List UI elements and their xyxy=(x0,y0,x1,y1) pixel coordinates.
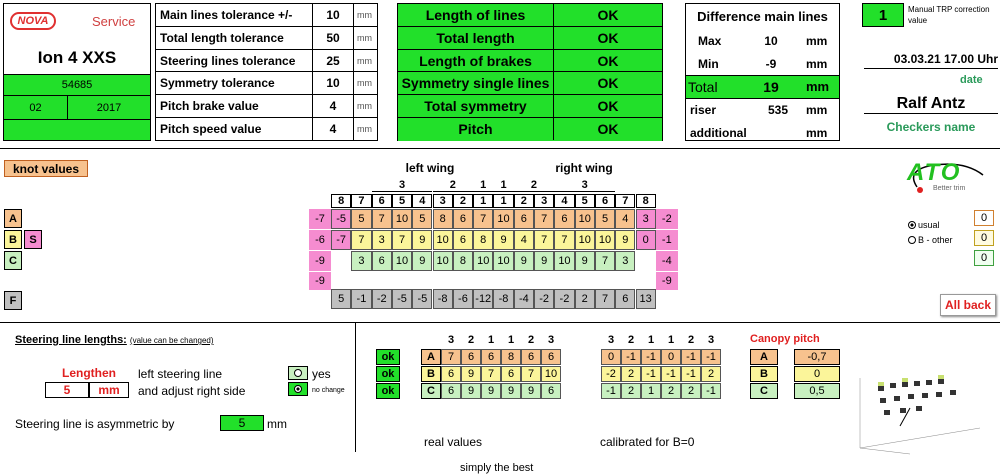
diff-min-unit: mm xyxy=(806,57,828,71)
status-value: OK xyxy=(597,75,619,92)
status-row xyxy=(398,118,662,141)
build-month: 02 xyxy=(4,96,68,120)
tolerance-label: Steering lines tolerance xyxy=(160,53,296,68)
calib-value-cell: -1 xyxy=(641,349,661,365)
canopy-value-cell: -0,7 xyxy=(794,349,840,365)
knot-value-cell: 9 xyxy=(575,251,595,271)
real-value-cell: 7 xyxy=(441,349,461,365)
tolerance-unit: mm xyxy=(357,32,372,43)
model-name: Ion 4 XXS xyxy=(37,48,117,67)
calib-value-cell: 2 xyxy=(621,366,641,382)
real-col-header: 2 xyxy=(527,334,535,346)
knot-values-label: knot values xyxy=(4,160,88,177)
knot-column-header: 1 xyxy=(493,194,513,208)
knot-value-cell: -5 xyxy=(331,209,351,229)
real-ok-cell: ok xyxy=(376,349,400,365)
knot-value-cell: 10 xyxy=(575,230,595,250)
brand-footer-cell xyxy=(4,120,150,140)
knot-value-cell: 9 xyxy=(493,230,513,250)
canopy-plot-icon xyxy=(850,368,990,456)
diff-total-label: Total xyxy=(688,79,718,95)
tolerance-row xyxy=(156,50,377,73)
knot-value-cell: 7 xyxy=(534,209,554,229)
real-col-header: 3 xyxy=(547,334,555,346)
knot-f-cell: 13 xyxy=(636,289,656,309)
diff-min-value: -9 xyxy=(765,57,777,71)
tolerance-row xyxy=(156,4,377,27)
calib-value-cell: -1 xyxy=(701,349,721,365)
option-nochange-radio[interactable] xyxy=(288,382,308,396)
knot-group-header: 2 xyxy=(514,178,555,192)
calib-value-cell: -1 xyxy=(601,383,621,399)
status-row xyxy=(398,4,662,27)
knot-column-header: 1 xyxy=(473,194,493,208)
real-value-cell: 6 xyxy=(541,349,561,365)
knot-column-header: 3 xyxy=(433,194,453,208)
knot-value-cell: 10 xyxy=(595,230,615,250)
knot-value-cell: 7 xyxy=(392,230,412,250)
knot-row-label: C xyxy=(4,251,22,270)
knot-f-cell: -5 xyxy=(412,289,432,309)
real-value-cell: 8 xyxy=(501,349,521,365)
calib-value-cell: -1 xyxy=(621,349,641,365)
knot-f-cell: -2 xyxy=(554,289,574,309)
knot-outer-left: -9 xyxy=(309,251,331,271)
knot-f-cell: -2 xyxy=(372,289,392,309)
tolerance-unit: mm xyxy=(357,55,372,66)
ato-option-b-other-label: B - other xyxy=(918,235,953,245)
real-col-header: 2 xyxy=(467,334,475,346)
knot-f-cell: -12 xyxy=(473,289,493,309)
steering-text-2: and adjust right side xyxy=(138,384,246,398)
ato-option-usual[interactable] xyxy=(908,220,940,230)
tolerance-unit: mm xyxy=(357,78,372,89)
knot-column-header: 4 xyxy=(412,194,432,208)
knot-value-cell: 9 xyxy=(412,251,432,271)
canopy-row-label: C xyxy=(750,383,778,399)
knot-value-cell: 6 xyxy=(453,209,473,229)
calib-col-header: 1 xyxy=(647,334,655,346)
ato-logo xyxy=(895,157,995,207)
steering-action: Lengthen xyxy=(62,366,116,380)
calib-col-header: 1 xyxy=(667,334,675,346)
knot-f-label: F xyxy=(4,291,22,310)
knot-value-cell: 10 xyxy=(554,251,574,271)
real-value-cell: 9 xyxy=(521,383,541,399)
real-value-cell: 6 xyxy=(521,349,541,365)
steering-note: (value can be changed) xyxy=(129,336,214,345)
real-value-cell: 7 xyxy=(521,366,541,382)
real-value-cell: 6 xyxy=(441,366,461,382)
calib-value-cell: 2 xyxy=(701,366,721,382)
checker-name[interactable]: Ralf Antz xyxy=(864,95,998,114)
status-label: Total length xyxy=(398,27,554,49)
canopy-value-cell: 0 xyxy=(794,366,840,382)
calib-col-header: 2 xyxy=(627,334,635,346)
steering-value[interactable]: 5 xyxy=(45,382,89,398)
knot-f-cell: 2 xyxy=(575,289,595,309)
section-divider-mid xyxy=(0,322,1000,323)
knot-column-header: 7 xyxy=(351,194,371,208)
option-nochange-label: no change xyxy=(312,387,345,394)
tolerance-value[interactable]: 10 xyxy=(312,72,354,94)
diff-total-unit: mm xyxy=(806,79,830,94)
knot-value-cell: 10 xyxy=(392,209,412,229)
status-value: OK xyxy=(597,52,619,69)
knot-outer-left: -6 xyxy=(309,230,331,250)
knot-column-header: 3 xyxy=(534,194,554,208)
calib-value-cell: 2 xyxy=(681,383,701,399)
section-divider-top xyxy=(0,148,1000,149)
knot-value-cell: 5 xyxy=(351,209,371,229)
knot-value-cell: 0 xyxy=(636,230,656,250)
knot-column-header: 7 xyxy=(615,194,635,208)
knot-value-cell: -7 xyxy=(331,230,351,250)
knot-f-cell: 6 xyxy=(615,289,635,309)
knot-outer-right: -1 xyxy=(656,230,678,250)
knot-column-header: 5 xyxy=(392,194,412,208)
tolerance-label: Main lines tolerance +/- xyxy=(160,8,293,22)
knot-value-cell: 6 xyxy=(372,251,392,271)
footer-slogan: simply the best xyxy=(460,462,534,474)
real-col-header: 1 xyxy=(507,334,515,346)
steering-title-row xyxy=(15,334,214,346)
right-wing-label: right wing xyxy=(555,161,613,175)
real-col-header: 1 xyxy=(487,334,495,346)
ato-value-a[interactable]: 0 xyxy=(974,210,994,226)
tolerance-value[interactable]: 4 xyxy=(312,118,354,140)
canopy-pitch-title: Canopy pitch xyxy=(750,333,820,345)
calib-value-cell: 2 xyxy=(621,383,641,399)
tolerance-unit: mm xyxy=(357,124,372,134)
tolerance-label: Pitch speed value xyxy=(160,122,262,136)
radio-empty-icon[interactable] xyxy=(294,369,302,377)
canopy-row-label: A xyxy=(750,349,778,365)
knot-outer-right: -4 xyxy=(656,251,678,271)
knot-f-cell: -2 xyxy=(534,289,554,309)
build-year: 2017 xyxy=(68,96,150,120)
calibrated-label: calibrated for B=0 xyxy=(600,435,695,449)
knot-f-cell: -5 xyxy=(392,289,412,309)
knot-value-cell: 10 xyxy=(433,230,453,250)
status-value: OK xyxy=(597,121,619,137)
knot-value-cell: 3 xyxy=(636,209,656,229)
knot-group-header: 1 xyxy=(493,178,513,192)
knot-value-cell: 10 xyxy=(473,251,493,271)
knot-value-cell: 10 xyxy=(493,209,513,229)
canopy-3d-plot xyxy=(850,368,990,456)
diff-max-unit: mm xyxy=(806,34,828,48)
status-label: Symmetry single lines xyxy=(398,72,554,94)
knot-f-cell: -4 xyxy=(514,289,534,309)
knot-column-header: 6 xyxy=(595,194,615,208)
real-value-cell: 6 xyxy=(481,349,501,365)
knot-value-cell: 10 xyxy=(493,251,513,271)
real-value-cell: 10 xyxy=(541,366,561,382)
asym-value[interactable]: 5 xyxy=(220,415,264,431)
calib-value-cell: 0 xyxy=(661,349,681,365)
knot-value-cell: 8 xyxy=(433,209,453,229)
real-value-cell: 9 xyxy=(481,383,501,399)
status-label: Pitch xyxy=(398,118,554,140)
ato-tagline: Better trim xyxy=(933,185,966,192)
all-back-button[interactable]: All back xyxy=(940,294,996,316)
knot-f-cell: -8 xyxy=(493,289,513,309)
knot-value-cell: 6 xyxy=(554,209,574,229)
tolerance-value[interactable]: 25 xyxy=(312,50,354,72)
knot-value-cell: 10 xyxy=(433,251,453,271)
tolerance-label: Symmetry tolerance xyxy=(160,76,275,91)
tolerance-value[interactable]: 4 xyxy=(312,95,354,117)
knot-f-cell: 5 xyxy=(331,289,351,309)
knot-value-cell: 3 xyxy=(615,251,635,271)
option-yes-label: yes xyxy=(312,367,331,381)
diff-max-value: 10 xyxy=(764,34,778,48)
ato-option-usual-label: usual xyxy=(918,220,940,230)
knot-value-cell: 4 xyxy=(514,230,534,250)
knot-value-cell: 7 xyxy=(534,230,554,250)
check-date[interactable]: 03.03.21 17.00 Uhr xyxy=(864,52,998,69)
steering-text-1: left steering line xyxy=(138,367,223,381)
tolerances-table xyxy=(155,3,378,141)
asym-label: Steering line is asymmetric by xyxy=(15,417,175,431)
status-row xyxy=(398,27,662,50)
real-value-cell: 6 xyxy=(461,349,481,365)
calib-value-cell: 1 xyxy=(641,383,661,399)
tolerance-row xyxy=(156,118,377,141)
real-values-label: real values xyxy=(424,435,483,449)
knot-value-cell: 9 xyxy=(514,251,534,271)
knot-column-header: 2 xyxy=(514,194,534,208)
tolerance-row xyxy=(156,27,377,50)
status-value: OK xyxy=(597,7,619,23)
status-row xyxy=(398,72,662,95)
knot-value-cell: 5 xyxy=(595,209,615,229)
ato-logo-text: ATO xyxy=(907,159,962,186)
tolerance-row xyxy=(156,95,377,118)
knot-value-cell: 7 xyxy=(595,251,615,271)
status-label: Length of lines xyxy=(398,4,554,26)
tolerance-row xyxy=(156,72,377,95)
riser-label: riser xyxy=(690,103,717,117)
calib-value-cell: -1 xyxy=(661,366,681,382)
status-label: Length of brakes xyxy=(398,50,554,72)
knot-value-cell: 9 xyxy=(534,251,554,271)
calib-value-cell: 0 xyxy=(601,349,621,365)
knot-column-header: 4 xyxy=(554,194,574,208)
additional-label: additional xyxy=(690,126,747,140)
real-value-cell: 6 xyxy=(501,366,521,382)
knot-f-cell: 7 xyxy=(595,289,615,309)
status-table xyxy=(397,3,663,141)
asym-unit: mm xyxy=(267,417,287,431)
knot-f-cell: -1 xyxy=(351,289,371,309)
tolerance-label: Pitch brake value xyxy=(160,99,259,114)
diff-box xyxy=(685,3,840,141)
knot-outer-left: -9 xyxy=(309,272,331,290)
radio-selected-icon[interactable] xyxy=(294,385,302,393)
knot-column-header: 5 xyxy=(575,194,595,208)
knot-column-header: 8 xyxy=(331,194,351,208)
nova-logo: NOVA xyxy=(10,12,56,30)
real-col-header: 3 xyxy=(447,334,455,346)
check-date-label: date xyxy=(960,74,983,86)
riser-unit: mm xyxy=(806,103,828,117)
tolerance-value[interactable]: 50 xyxy=(312,27,354,49)
knot-value-cell: 7 xyxy=(554,230,574,250)
tolerance-unit: mm xyxy=(357,101,372,112)
knot-value-cell: 5 xyxy=(412,209,432,229)
real-ok-cell: ok xyxy=(376,366,400,382)
steering-unit: mm xyxy=(89,382,129,398)
real-row-label: A xyxy=(421,349,441,365)
real-value-cell: 6 xyxy=(441,383,461,399)
ato-value-b[interactable]: 0 xyxy=(974,230,994,246)
steering-title: Steering line lengths: xyxy=(15,334,127,346)
knot-value-cell: 9 xyxy=(412,230,432,250)
checker-name-label: Checkers name xyxy=(886,120,976,134)
real-value-cell: 6 xyxy=(541,383,561,399)
real-value-cell: 9 xyxy=(461,366,481,382)
knot-value-cell: 9 xyxy=(615,230,635,250)
calib-value-cell: -1 xyxy=(681,349,701,365)
calib-col-header: 2 xyxy=(687,334,695,346)
calib-value-cell: -1 xyxy=(681,366,701,382)
serial-number: 54685 xyxy=(4,74,150,96)
knot-group-header: 1 xyxy=(473,178,493,192)
knot-value-cell: 7 xyxy=(372,209,392,229)
real-row-label: B xyxy=(421,366,441,382)
canopy-row-label: B xyxy=(750,366,778,382)
tolerance-label: Total length tolerance xyxy=(160,30,284,45)
real-value-cell: 7 xyxy=(481,366,501,382)
knot-value-cell: 10 xyxy=(575,209,595,229)
diff-total-row xyxy=(686,75,839,99)
knot-column-header: 2 xyxy=(453,194,473,208)
knot-column-header: 8 xyxy=(636,194,656,208)
knot-value-cell: 7 xyxy=(473,209,493,229)
riser-value: 535 xyxy=(768,103,789,117)
real-value-cell: 9 xyxy=(461,383,481,399)
knot-f-cell: -6 xyxy=(453,289,473,309)
option-yes-radio[interactable] xyxy=(288,366,308,380)
ato-value-c[interactable]: 0 xyxy=(974,250,994,266)
knot-value-cell: 10 xyxy=(392,251,412,271)
knot-value-cell: 3 xyxy=(372,230,392,250)
status-row xyxy=(398,95,662,118)
knot-column-header: 6 xyxy=(372,194,392,208)
diff-min-label: Min xyxy=(698,57,719,71)
radio-empty-icon[interactable] xyxy=(908,236,916,244)
calib-col-header: 3 xyxy=(707,334,715,346)
knot-group-header: 3 xyxy=(554,178,615,192)
calib-value-cell: -1 xyxy=(701,383,721,399)
knot-group-header: 3 xyxy=(372,178,433,192)
knot-value-cell: 6 xyxy=(514,209,534,229)
calib-col-header: 3 xyxy=(607,334,615,346)
trp-label: Manual TRP correction value xyxy=(908,5,990,25)
knot-row-label: B xyxy=(4,230,22,249)
diff-title: Difference main lines xyxy=(697,8,828,24)
status-label: Total symmetry xyxy=(398,95,554,117)
calib-value-cell: -1 xyxy=(641,366,661,382)
diff-total-value: 19 xyxy=(763,79,779,95)
knot-s-label: S xyxy=(24,230,42,249)
real-value-cell: 9 xyxy=(501,383,521,399)
knot-value-cell: 8 xyxy=(453,251,473,271)
knot-outer-right: -2 xyxy=(656,209,678,229)
brand-box xyxy=(3,3,151,141)
radio-selected-icon[interactable] xyxy=(908,221,916,229)
real-ok-cell: ok xyxy=(376,383,400,399)
knot-value-cell: 6 xyxy=(453,230,473,250)
knot-outer-left: -7 xyxy=(309,209,331,229)
additional-unit: mm xyxy=(806,126,828,140)
knot-outer-right: -9 xyxy=(656,272,678,290)
calib-value-cell: 2 xyxy=(661,383,681,399)
diff-max-label: Max xyxy=(698,34,722,48)
knot-f-cell: -8 xyxy=(433,289,453,309)
canopy-value-cell: 0,5 xyxy=(794,383,840,399)
knot-value-cell: 3 xyxy=(351,251,371,271)
real-row-label: C xyxy=(421,383,441,399)
status-value: OK xyxy=(597,98,619,115)
knot-group-header: 2 xyxy=(433,178,474,192)
left-wing-label: left wing xyxy=(405,161,455,175)
vertical-divider xyxy=(355,322,356,452)
knot-row-label: A xyxy=(4,209,22,228)
service-label: Service xyxy=(92,14,136,29)
status-value: OK xyxy=(597,29,619,46)
tolerance-value[interactable]: 10 xyxy=(312,4,354,26)
knot-value-cell: 8 xyxy=(473,230,493,250)
ato-option-b-other[interactable] xyxy=(908,235,953,245)
knot-value-cell: 4 xyxy=(615,209,635,229)
status-row xyxy=(398,50,662,73)
trp-value[interactable]: 1 xyxy=(862,3,904,27)
calib-value-cell: -2 xyxy=(601,366,621,382)
knot-value-cell: 7 xyxy=(351,230,371,250)
tolerance-unit: mm xyxy=(357,10,372,20)
